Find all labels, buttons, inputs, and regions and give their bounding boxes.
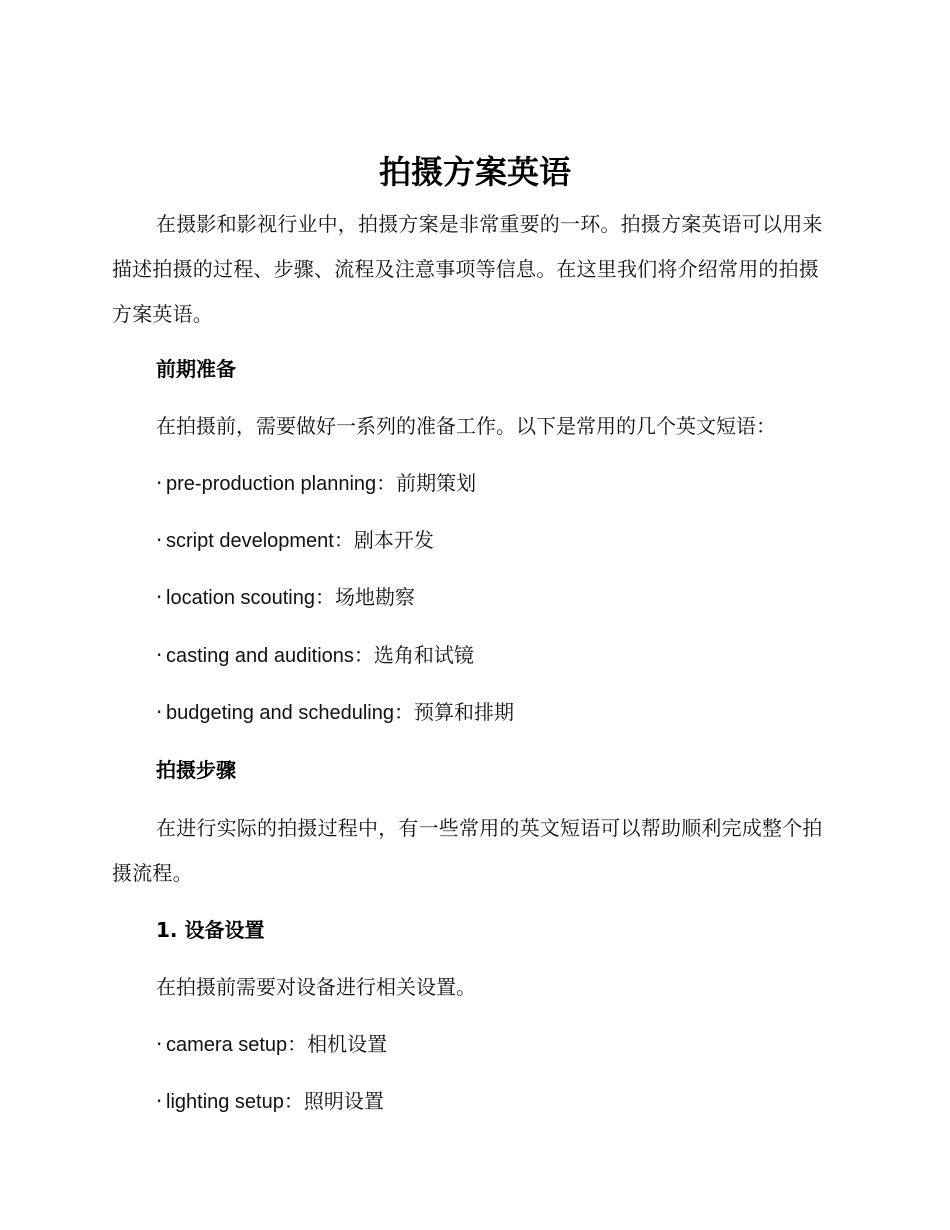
term-chinese: 选角和试镜 (373, 643, 474, 667)
bullet-marker: · (156, 700, 163, 724)
term-english: lighting setup： (166, 1091, 304, 1113)
bullet-marker: · (156, 528, 163, 552)
bullet-marker: · (156, 643, 163, 667)
bullet-marker: · (156, 471, 163, 495)
bullet-marker: · (156, 1089, 163, 1113)
term-english: location scouting： (166, 587, 335, 609)
section-heading-preparation: 前期准备 (156, 357, 236, 381)
term-english: script development： (166, 530, 354, 552)
term-chinese: 场地勘察 (334, 585, 415, 609)
term-chinese: 剧本开发 (353, 528, 434, 552)
term-english: budgeting and scheduling： (166, 702, 414, 724)
term-chinese: 预算和排期 (413, 700, 514, 724)
subsection-equipment-text: 在拍摄前需要对设备进行相关设置。 (156, 975, 476, 999)
bullet-marker: · (156, 1032, 163, 1056)
document-title: 拍摄方案英语 (378, 153, 571, 191)
list-item (156, 1029, 387, 1060)
term-chinese: 照明设置 (303, 1089, 384, 1113)
term-english: camera setup： (166, 1034, 308, 1056)
intro-paragraph: 在摄影和影视行业中，拍摄方案是非常重要的一环。拍摄方案英语可以用来描述拍摄的过程、步骤、流程及注意事项等信息。在这里我们将介绍常用的拍摄方案英语。 (112, 212, 823, 326)
term-chinese: 前期策划 (396, 471, 477, 495)
list-item (156, 525, 434, 556)
list-item (156, 640, 474, 671)
bullet-marker: · (156, 585, 163, 609)
term-english: pre-production planning： (166, 473, 397, 495)
section-heading-shooting-steps: 拍摄步骤 (156, 758, 236, 782)
list-item (156, 468, 476, 499)
term-chinese: 相机设置 (307, 1032, 388, 1056)
list-item (156, 582, 415, 613)
list-item (156, 1086, 384, 1117)
section-preparation-text: 在拍摄前，需要做好一系列的准备工作。以下是常用的几个英文短语： (156, 414, 776, 438)
term-english: casting and auditions： (166, 645, 374, 667)
subsection-heading-equipment: 1. 设备设置 (156, 918, 265, 942)
list-item (156, 697, 514, 728)
section-shooting-text: 在进行实际的拍摄过程中，有一些常用的英文短语可以帮助顺利完成整个拍摄流程。 (112, 816, 823, 885)
